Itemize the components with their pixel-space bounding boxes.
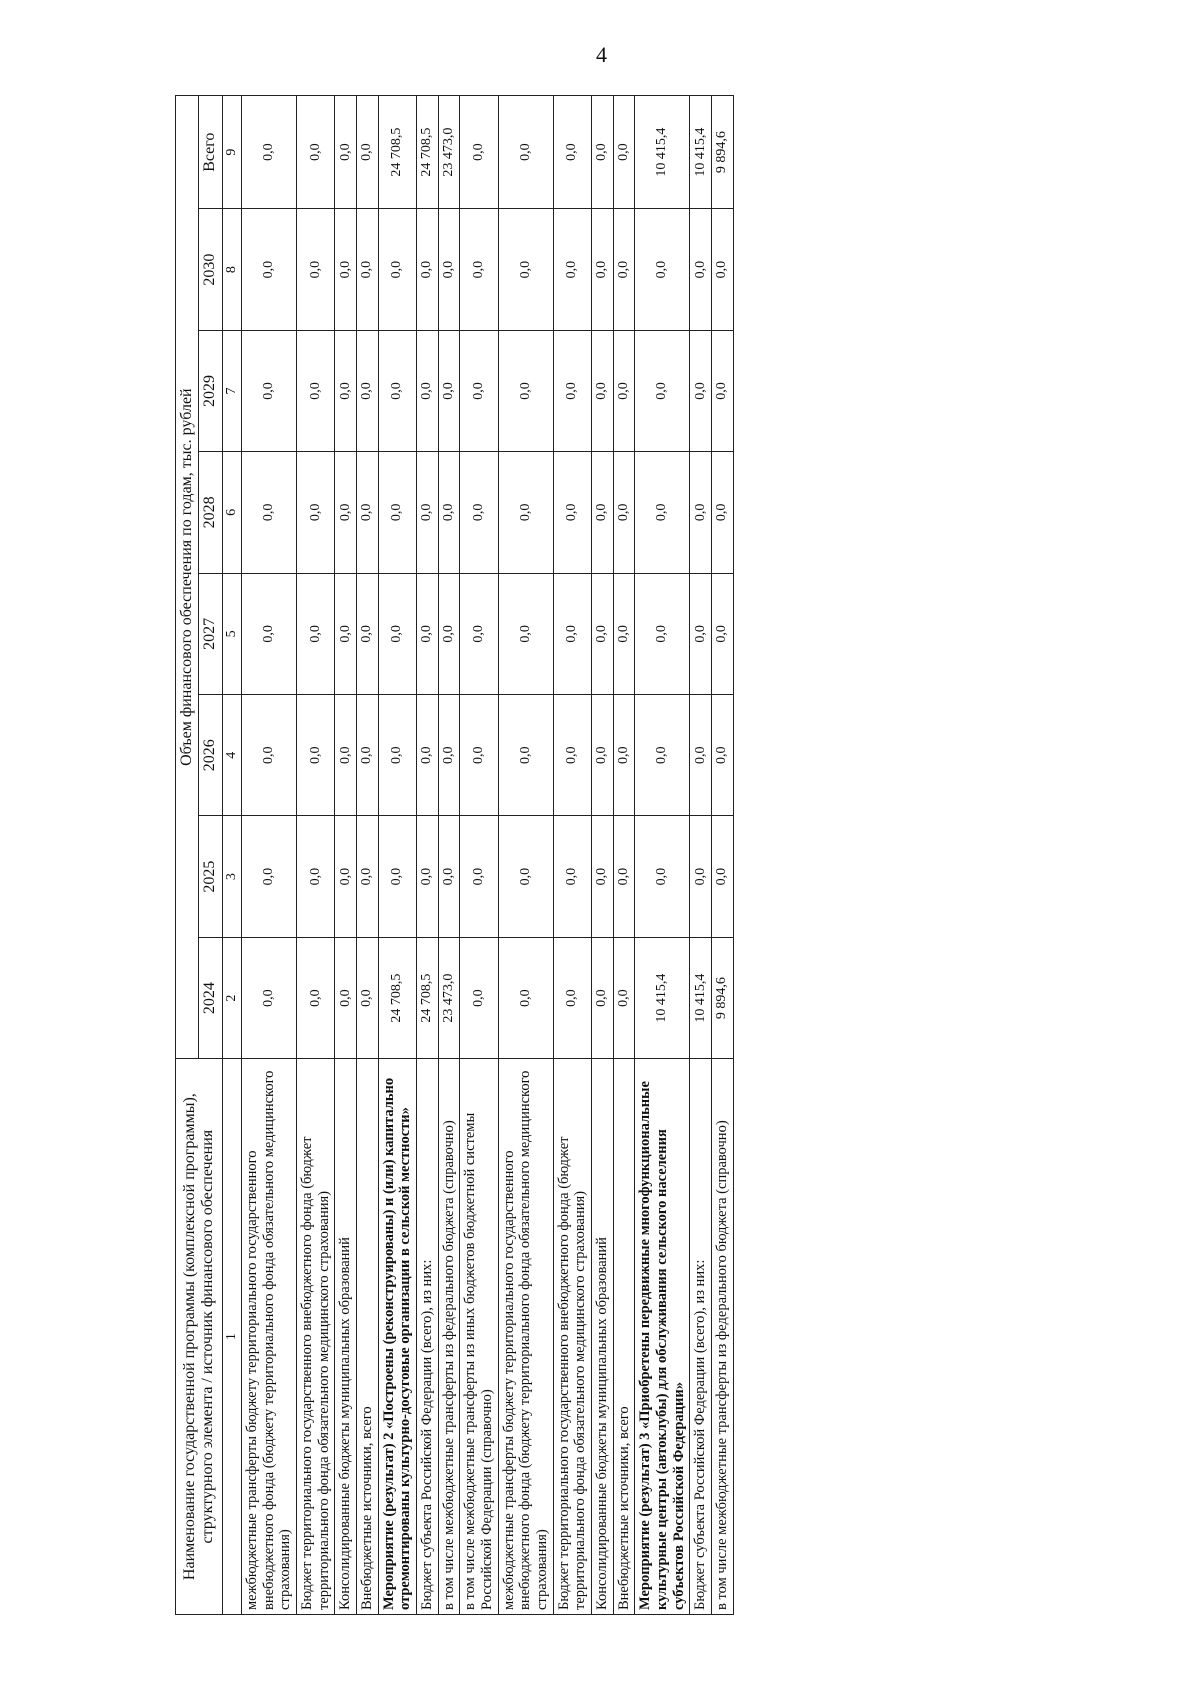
row-value: 0,0	[591, 573, 613, 694]
row-value: 0,0	[241, 816, 296, 937]
year-header: 2029	[199, 330, 222, 451]
row-value: 0,0	[460, 816, 498, 937]
row-name: Бюджет территориального государственного внебюджетного фонда (бюджет территориального фонда обязательного медицинского страхования)	[296, 1059, 334, 1615]
year-header: 2028	[199, 452, 222, 573]
row-value: 0,0	[553, 573, 591, 694]
row-value: 0,0	[335, 452, 357, 573]
row-value: 0,0	[460, 452, 498, 573]
row-value: 0,0	[416, 209, 438, 330]
row-value: 0,0	[712, 573, 734, 694]
row-name: межбюджетные трансферты бюджету территориального государственного внебюджетного фонда (бюджету территориального фонда обязательного медицинского страхования)	[241, 1059, 296, 1615]
row-value: 0,0	[553, 452, 591, 573]
row-name: Внебюджетные источники, всего	[356, 1059, 378, 1615]
row-value: 0,0	[241, 573, 296, 694]
row-value: 0,0	[591, 937, 613, 1058]
row-value: 0,0	[613, 695, 635, 816]
row-value: 0,0	[296, 937, 334, 1058]
row-value: 0,0	[712, 452, 734, 573]
table-row	[296, 96, 334, 1615]
row-name: Бюджет территориального государственного внебюджетного фонда (бюджет территориального фонда обязательного медицинского страхования)	[553, 1059, 591, 1615]
row-value: 0,0	[613, 816, 635, 937]
year-header: 2024	[199, 937, 222, 1058]
row-value: 0,0	[498, 937, 553, 1058]
table-row	[591, 96, 613, 1615]
year-header: 2026	[199, 695, 222, 816]
row-value: 0,0	[613, 937, 635, 1058]
year-header: 2027	[199, 573, 222, 694]
row-value: 0,0	[241, 96, 296, 209]
rotated-table-container	[175, 95, 1075, 1615]
column-index: 8	[222, 209, 241, 330]
row-name: Бюджет субъекта Российской Федерации (всего), из них:	[416, 1059, 438, 1615]
row-value: 0,0	[635, 695, 690, 816]
row-value: 0,0	[356, 695, 378, 816]
row-value: 0,0	[296, 96, 334, 209]
row-value: 9 894,6	[712, 96, 734, 209]
row-value: 0,0	[356, 573, 378, 694]
row-value: 0,0	[498, 96, 553, 209]
row-value: 0,0	[460, 695, 498, 816]
table-row	[335, 96, 357, 1615]
row-value: 0,0	[613, 209, 635, 330]
row-value: 9 894,6	[712, 937, 734, 1058]
row-value: 0,0	[356, 96, 378, 209]
row-value: 0,0	[498, 452, 553, 573]
table-row	[553, 96, 591, 1615]
row-value: 0,0	[241, 330, 296, 451]
row-value: 0,0	[460, 96, 498, 209]
column-index: 1	[222, 1059, 241, 1615]
table-row	[613, 96, 635, 1615]
column-index: 3	[222, 816, 241, 937]
row-value: 0,0	[690, 573, 712, 694]
row-value: 0,0	[296, 695, 334, 816]
column-index: 5	[222, 573, 241, 694]
row-value: 0,0	[296, 816, 334, 937]
row-value: 10 415,4	[690, 937, 712, 1058]
row-value: 0,0	[690, 816, 712, 937]
row-value: 0,0	[712, 209, 734, 330]
row-value: 24 708,5	[416, 96, 438, 209]
row-value: 24 708,5	[378, 937, 416, 1058]
row-value: 0,0	[438, 209, 460, 330]
row-value: 0,0	[356, 452, 378, 573]
row-value: 0,0	[635, 330, 690, 451]
row-value: 0,0	[438, 452, 460, 573]
table-row	[241, 96, 296, 1615]
row-value: 0,0	[553, 96, 591, 209]
row-value: 0,0	[635, 573, 690, 694]
row-value: 0,0	[356, 816, 378, 937]
column-index: 2	[222, 937, 241, 1058]
row-value: 0,0	[241, 452, 296, 573]
row-value: 0,0	[335, 573, 357, 694]
row-value: 0,0	[356, 209, 378, 330]
row-name: Мероприятие (результат) 3 «Приобретены передвижные многофункциональные культурные центры (автоклубы) для обслуживания сельского населения субъектов Российской Федерации»	[635, 1059, 690, 1615]
row-value: 0,0	[335, 937, 357, 1058]
row-value: 0,0	[460, 330, 498, 451]
row-value: 0,0	[335, 695, 357, 816]
row-value: 0,0	[416, 573, 438, 694]
row-value: 0,0	[438, 573, 460, 694]
row-name: межбюджетные трансферты бюджету территориального государственного внебюджетного фонда (бюджету территориального фонда обязательного медицинского страхования)	[498, 1059, 553, 1615]
row-value: 0,0	[296, 330, 334, 451]
row-value: 0,0	[498, 330, 553, 451]
row-value: 0,0	[335, 330, 357, 451]
row-name: Внебюджетные источники, всего	[613, 1059, 635, 1615]
row-value: 0,0	[635, 452, 690, 573]
row-value: 0,0	[553, 209, 591, 330]
column-index: 4	[222, 695, 241, 816]
row-value: 0,0	[378, 816, 416, 937]
row-value: 0,0	[335, 96, 357, 209]
row-value: 0,0	[438, 816, 460, 937]
row-value: 0,0	[498, 816, 553, 937]
row-value: 0,0	[296, 573, 334, 694]
table-row	[712, 96, 734, 1615]
row-name: в том числе межбюджетные трансферты из федерального бюджета (справочно)	[712, 1059, 734, 1615]
row-name: Мероприятие (результат) 2 «Построены (реконструированы) и (или) капитально отремонтированы культурно-досуговые организации в сельской местности»	[378, 1059, 416, 1615]
row-value: 0,0	[553, 695, 591, 816]
row-value: 0,0	[241, 209, 296, 330]
table-row	[635, 96, 690, 1615]
row-value: 0,0	[296, 452, 334, 573]
row-value: 0,0	[690, 209, 712, 330]
row-value: 0,0	[335, 816, 357, 937]
row-value: 0,0	[438, 330, 460, 451]
column-index: 6	[222, 452, 241, 573]
row-value: 10 415,4	[635, 96, 690, 209]
row-value: 0,0	[498, 695, 553, 816]
row-value: 0,0	[460, 573, 498, 694]
row-value: 0,0	[690, 695, 712, 816]
row-name: Бюджет субъекта Российской Федерации (всего), из них:	[690, 1059, 712, 1615]
table-row	[438, 96, 460, 1615]
row-value: 10 415,4	[690, 96, 712, 209]
row-value: 0,0	[378, 573, 416, 694]
row-value: 0,0	[613, 573, 635, 694]
row-value: 0,0	[356, 937, 378, 1058]
index-row	[222, 96, 241, 1615]
table-row	[460, 96, 498, 1615]
row-value: 24 708,5	[378, 96, 416, 209]
row-value: 0,0	[378, 330, 416, 451]
row-value: 0,0	[712, 816, 734, 937]
row-value: 0,0	[460, 937, 498, 1058]
row-value: 0,0	[438, 695, 460, 816]
row-value: 0,0	[635, 816, 690, 937]
row-value: 0,0	[613, 330, 635, 451]
row-value: 24 708,5	[416, 937, 438, 1058]
row-value: 0,0	[498, 209, 553, 330]
financing-table	[175, 95, 734, 1615]
row-name: в том числе межбюджетные трансферты из иных бюджетов бюджетной системы Российской Федерации (справочно)	[460, 1059, 498, 1615]
row-name: в том числе межбюджетные трансферты из федерального бюджета (справочно)	[438, 1059, 460, 1615]
row-value: 0,0	[498, 573, 553, 694]
year-header: Всего	[199, 96, 222, 209]
row-value: 0,0	[460, 209, 498, 330]
row-value: 0,0	[416, 816, 438, 937]
row-value: 0,0	[712, 695, 734, 816]
year-header: 2030	[199, 209, 222, 330]
year-header: 2025	[199, 816, 222, 937]
row-value: 0,0	[690, 452, 712, 573]
row-value: 0,0	[356, 330, 378, 451]
table-row	[690, 96, 712, 1615]
row-value: 0,0	[416, 695, 438, 816]
row-value: 0,0	[416, 452, 438, 573]
page-number: 4	[596, 42, 607, 67]
row-value: 0,0	[378, 209, 416, 330]
row-value: 0,0	[296, 209, 334, 330]
table-body	[241, 96, 733, 1615]
row-value: 0,0	[635, 209, 690, 330]
row-value: 0,0	[553, 330, 591, 451]
table-row	[416, 96, 438, 1615]
row-value: 0,0	[591, 209, 613, 330]
row-value: 0,0	[712, 330, 734, 451]
row-value: 0,0	[591, 452, 613, 573]
row-value: 0,0	[591, 816, 613, 937]
table-row	[356, 96, 378, 1615]
name-column-header: Наименование государственной программы (комплексной программы), структурного элемента / источник финансового обеспечения	[176, 1059, 223, 1615]
row-value: 0,0	[553, 816, 591, 937]
row-value: 0,0	[591, 695, 613, 816]
row-value: 0,0	[613, 452, 635, 573]
volume-header: Объем финансового обеспечения по годам, тыс. рублей	[176, 96, 199, 1059]
row-value: 0,0	[591, 96, 613, 209]
row-value: 0,0	[591, 330, 613, 451]
row-value: 23 473,0	[438, 96, 460, 209]
column-index: 9	[222, 96, 241, 209]
row-value: 0,0	[378, 695, 416, 816]
row-value: 0,0	[378, 452, 416, 573]
row-value: 0,0	[241, 937, 296, 1058]
row-name: Консолидированные бюджеты муниципальных образований	[335, 1059, 357, 1615]
row-value: 23 473,0	[438, 937, 460, 1058]
row-value: 0,0	[613, 96, 635, 209]
row-value: 0,0	[335, 209, 357, 330]
row-value: 10 415,4	[635, 937, 690, 1058]
row-name: Консолидированные бюджеты муниципальных образований	[591, 1059, 613, 1615]
row-value: 0,0	[553, 937, 591, 1058]
column-index: 7	[222, 330, 241, 451]
row-value: 0,0	[241, 695, 296, 816]
row-value: 0,0	[416, 330, 438, 451]
table-row	[378, 96, 416, 1615]
table-row	[498, 96, 553, 1615]
row-value: 0,0	[690, 330, 712, 451]
